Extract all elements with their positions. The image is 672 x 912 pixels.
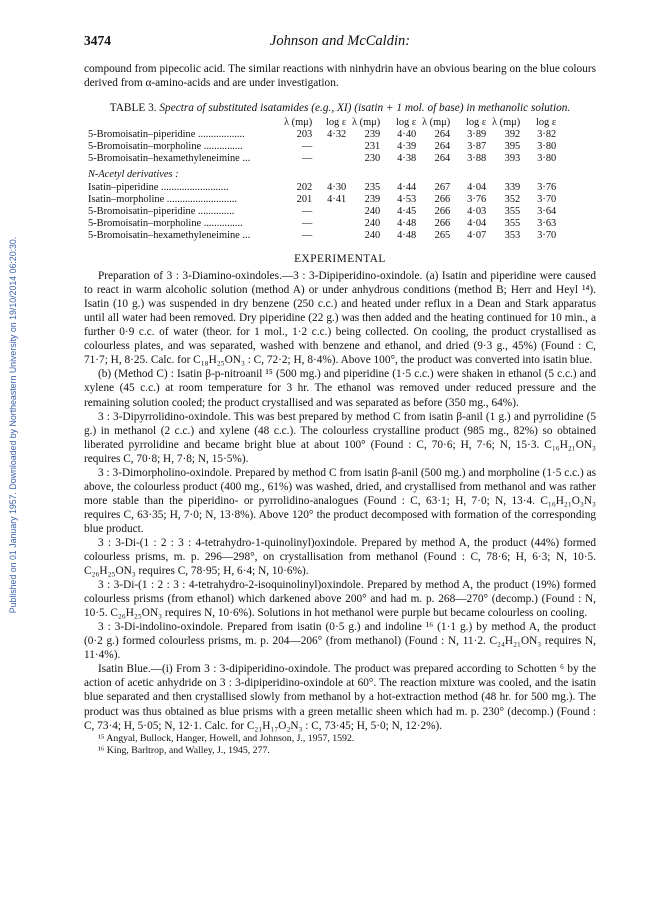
- table-cell: 3·76: [537, 181, 557, 193]
- table-cell: 235: [364, 181, 381, 193]
- table-cell: —: [301, 229, 313, 241]
- table-cell: [312, 230, 346, 242]
- table-cell: 355: [504, 217, 521, 229]
- col-header: λ (mμ): [284, 117, 313, 129]
- table-cell: —: [301, 153, 313, 165]
- body-paragraph: Preparation of 3 : 3-Diamino-oxindoles.—3 : 3-Dipiperidino-oxindole. (a) Isatin and piperidine were caused to react in warm alcoholic solution (method A) or under anhydrous conditions (method B; Herr and Heyl ¹⁴). Isatin (10 g.) was suspended in dry benzene (250 c.c.) and heated under reflux in a Dean and Stark apparatus until all water had been removed. Dry piperidine (22 g.) was then added and the heating continued for 10 min., a further 0·9 c.c. of water (theor. for 1 mol., 1·2 c.c.) being collected. On cooling, the product crystallised as colourless plates, and was separated, washed with benzene and ethanol, and dried (9·3 g., 45%) (Found : C, 71·7; H, 8·25. Calc. for C₁₈H₂₅ON₃ : C, 72·2; H, 8·4%). Above 100°, the product was converted into isatin blue.: [84, 270, 596, 367]
- table-cell: —: [301, 217, 313, 229]
- table-row: [88, 206, 556, 218]
- table-title: Spectra of substituted isatamides (e.g., XI) (isatin + 1 mol. of base) in methanolic solution.: [159, 102, 571, 115]
- table-cell: 4·07: [467, 229, 487, 241]
- compound-name: 5-Bromoisatin–piperidine ..................: [88, 129, 245, 141]
- table-cell: 266: [434, 205, 451, 217]
- compound-name: 5-Bromoisatin–piperidine ..............: [88, 205, 235, 217]
- table-cell: —: [301, 205, 313, 217]
- table-cell: [312, 153, 346, 165]
- paper-page: [84, 34, 596, 757]
- table-cell: 4·41: [327, 193, 347, 205]
- compound-name: 5-Bromoisatin–hexamethyleneimine ...: [88, 153, 251, 165]
- compound-name: Isatin–piperidine ..........................: [88, 181, 229, 193]
- table-cell: 4·04: [467, 217, 487, 229]
- col-header: λ (mμ): [422, 117, 451, 129]
- table-group-row: [88, 165, 556, 181]
- table-cell: 3·80: [537, 141, 557, 153]
- table-cell: 267: [434, 181, 451, 193]
- footnote: ¹⁵ Angyal, Bullock, Hanger, Howell, and Johnson, J., 1957, 1592.: [98, 732, 355, 744]
- table-row: [88, 230, 556, 242]
- footnote: ¹⁶ King, Barltrop, and Walley, J., 1945, 277.: [98, 744, 270, 756]
- table-row: [88, 153, 556, 165]
- publication-sidebar: [0, 0, 16, 912]
- table-cell: 4·44: [397, 181, 417, 193]
- table-label: TABLE 3.: [109, 102, 157, 115]
- table-cell: 3·70: [537, 193, 557, 205]
- table-cell: 395: [504, 141, 521, 153]
- table-cell: 266: [434, 193, 451, 205]
- table-cell: 240: [364, 217, 381, 229]
- col-header: log ε: [465, 117, 487, 129]
- group-label: N-Acetyl derivatives :: [88, 169, 179, 181]
- table-cell: 3·88: [467, 153, 487, 165]
- table-cell: 4·45: [397, 205, 417, 217]
- table-cell: 4·48: [397, 217, 417, 229]
- col-header: log ε: [535, 117, 557, 129]
- table-cell: 3·64: [537, 205, 557, 217]
- table-cell: 264: [434, 153, 451, 165]
- table-cell: 4·40: [397, 129, 417, 141]
- table-row: [88, 194, 556, 206]
- table-cell: 4·48: [397, 229, 417, 241]
- spectra-table: [88, 117, 556, 242]
- body-paragraph: Isatin Blue.—(i) From 3 : 3-dipiperidino-oxindole. The product was prepared according to Schotten ⁶ by the action of acetic anhydride on 3 : 3-dipiperidino-oxindole at 60°. The reaction mixture was cooled, and the isatin blue separated and then crystallised slowly from methanol by a hot-extraction method (48 hr. for 500 mg.). The product was thus obtained as blue prisms with a green metallic sheen which had m. p. 230° (decomp.) (Found : C, 73·4; H, 5·05; N, 12·1. Calc. for C₂₁H₁₇O₂N₃ : C, 73·45; H, 5·0; N, 12·2%).: [84, 663, 596, 732]
- body-paragraph: 3 : 3-Dipyrrolidino-oxindole. This was best prepared by method C from isatin β-anil (1 g.) and pyrrolidine (5 g.) in methanol (2 c.c.) and xylene (48 c.c.). The colourless crystalline product (985 mg., 82%) so obtained liberated pyrrolidine and became bright blue at about 100° (Found : C, 70·6; H, 7·6; N, 15·3. C₁₆H₂₁ON₃ requires C, 70·8; H, 7·8; N, 15·5%).: [84, 410, 596, 465]
- table-cell: 3·87: [467, 141, 487, 153]
- table-cell: 202: [296, 181, 313, 193]
- table-cell: 3·76: [467, 193, 487, 205]
- table-cell: 4·03: [467, 205, 487, 217]
- table-row: [88, 141, 556, 153]
- sidebar-note: Published on 01 January 1957. Downloaded by Northeastern University on 19/10/2014 06:20:30.: [8, 236, 18, 614]
- table-cell: [312, 218, 346, 230]
- table-cell: 231: [364, 141, 381, 153]
- table-cell: 266: [434, 217, 451, 229]
- page-header: [84, 34, 596, 62]
- table-cell: 239: [364, 193, 381, 205]
- table-cell: 4·04: [467, 181, 487, 193]
- table-cell: [312, 206, 346, 218]
- table-cell: 353: [504, 229, 521, 241]
- body-paragraph: 3 : 3-Dimorpholino-oxindole. Prepared by method C from isatin β-anil (500 mg.) and morpholine (1·5 c.c.) as above, the colourless product (400 mg., 61%) was washed, dried, and crystallised from methanol and was rather more stable than the piperidino- or pyrrolidino-analogues (Found : C, 63·1; H, 7·0; N, 13·4. C₁₆H₂₁O₃N₃ requires C, 63·35; H, 7·0; N, 13·8%). Above 120° the product decomposed with formation of the corresponding blue product.: [84, 466, 596, 535]
- table-cell: —: [301, 141, 313, 153]
- table-cell: 4·39: [397, 141, 417, 153]
- body-paragraph: 3 : 3-Di-(1 : 2 : 3 : 4-tetrahydro-2-isoquinolinyl)oxindole. Prepared by method A, the product (19%) formed colourless prisms (from ethanol) which darkened above 200° and had m. p. 268—270° (decomp.) (Found : N, 10·5. C₂₆H₂₅ON₃ requires N, 10·6%). Solutions in hot methanol were purple but became colourless on cooling.: [84, 579, 596, 620]
- table-cell: 230: [364, 153, 381, 165]
- table-cell: 265: [434, 229, 451, 241]
- body-paragraph: (b) (Method C) : Isatin β-p-nitroanil ¹⁵ (500 mg.) and piperidine (1·5 c.c.) were shaken in ethanol (5 c.c.) and xylene (45 c.c.) at room temperature for 3 hr. The ethanol was removed under reduced pressure and the remaining solution cooled; the product crystallised and was separated as before (350 mg., 64%).: [84, 368, 596, 409]
- col-header: log ε: [325, 117, 347, 129]
- table-cell: 352: [504, 193, 521, 205]
- col-header: λ (mμ): [492, 117, 521, 129]
- table-cell: 203: [296, 129, 313, 141]
- running-title: Johnson and McCaldin:: [269, 33, 411, 49]
- body-paragraph: 3 : 3-Di-indolino-oxindole. Prepared from isatin (0·5 g.) and indoline ¹⁶ (1·1 g.) by method A, the product (0·2 g.) formed colourless prisms, m. p. 204—206° (from methanol) (Found : N, 11·2. C₂₄H₂₁ON₃ requires N, 11·4%).: [84, 621, 596, 662]
- table-cell: 4·38: [397, 153, 417, 165]
- table-cell: 3·70: [537, 229, 557, 241]
- table-row: [88, 182, 556, 194]
- table-caption: [84, 102, 596, 115]
- table-cell: 3·80: [537, 153, 557, 165]
- table-cell: 4·32: [327, 129, 347, 141]
- table-cell: 3·89: [467, 129, 487, 141]
- table-cell: 239: [364, 129, 381, 141]
- page-number: 3474: [84, 33, 111, 48]
- table-cell: 240: [364, 229, 381, 241]
- table-cell: 240: [364, 205, 381, 217]
- body-paragraph: 3 : 3-Di-(1 : 2 : 3 : 4-tetrahydro-1-quinolinyl)oxindole. Prepared by method A, the product (44%) formed colourless prisms, m. p. 296—298°, on crystallisation from methanol (Found : C, 78·6; H, 6·3; N, 10·5. C₂₆H₂₅ON₃ requires C, 78·95; H, 6·4; N, 10·6%).: [84, 536, 596, 578]
- table-cell: 339: [504, 181, 521, 193]
- col-header: log ε: [395, 117, 417, 129]
- table-cell: 4·53: [397, 193, 417, 205]
- table-header-row: [88, 117, 556, 129]
- table-cell: 392: [504, 129, 521, 141]
- table-cell: 393: [504, 153, 521, 165]
- table-cell: 3·63: [537, 217, 557, 229]
- table-cell: 264: [434, 129, 451, 141]
- table-cell: [312, 141, 346, 153]
- table-cell: 264: [434, 141, 451, 153]
- table-cell: 3·82: [537, 129, 557, 141]
- table-row: [88, 218, 556, 230]
- compound-name: 5-Bromoisatin–hexamethyleneimine ...: [88, 229, 251, 241]
- compound-name: 5-Bromoisatin–morpholine ...............: [88, 141, 243, 153]
- intro-paragraph: compound from pipecolic acid. The similar reactions with ninhydrin have an obvious bearing on the blue colours derived from α-amino-acids and are under investigation.: [84, 63, 596, 90]
- compound-name: 5-Bromoisatin–morpholine ...............: [88, 217, 243, 229]
- table-row: [88, 129, 556, 141]
- col-header: λ (mμ): [352, 117, 381, 129]
- table-cell: 4·30: [327, 181, 347, 193]
- section-heading: EXPERIMENTAL: [294, 253, 386, 266]
- table-cell: 201: [296, 193, 313, 205]
- compound-name: Isatin–morpholine ...........................: [88, 193, 237, 205]
- table-cell: 355: [504, 205, 521, 217]
